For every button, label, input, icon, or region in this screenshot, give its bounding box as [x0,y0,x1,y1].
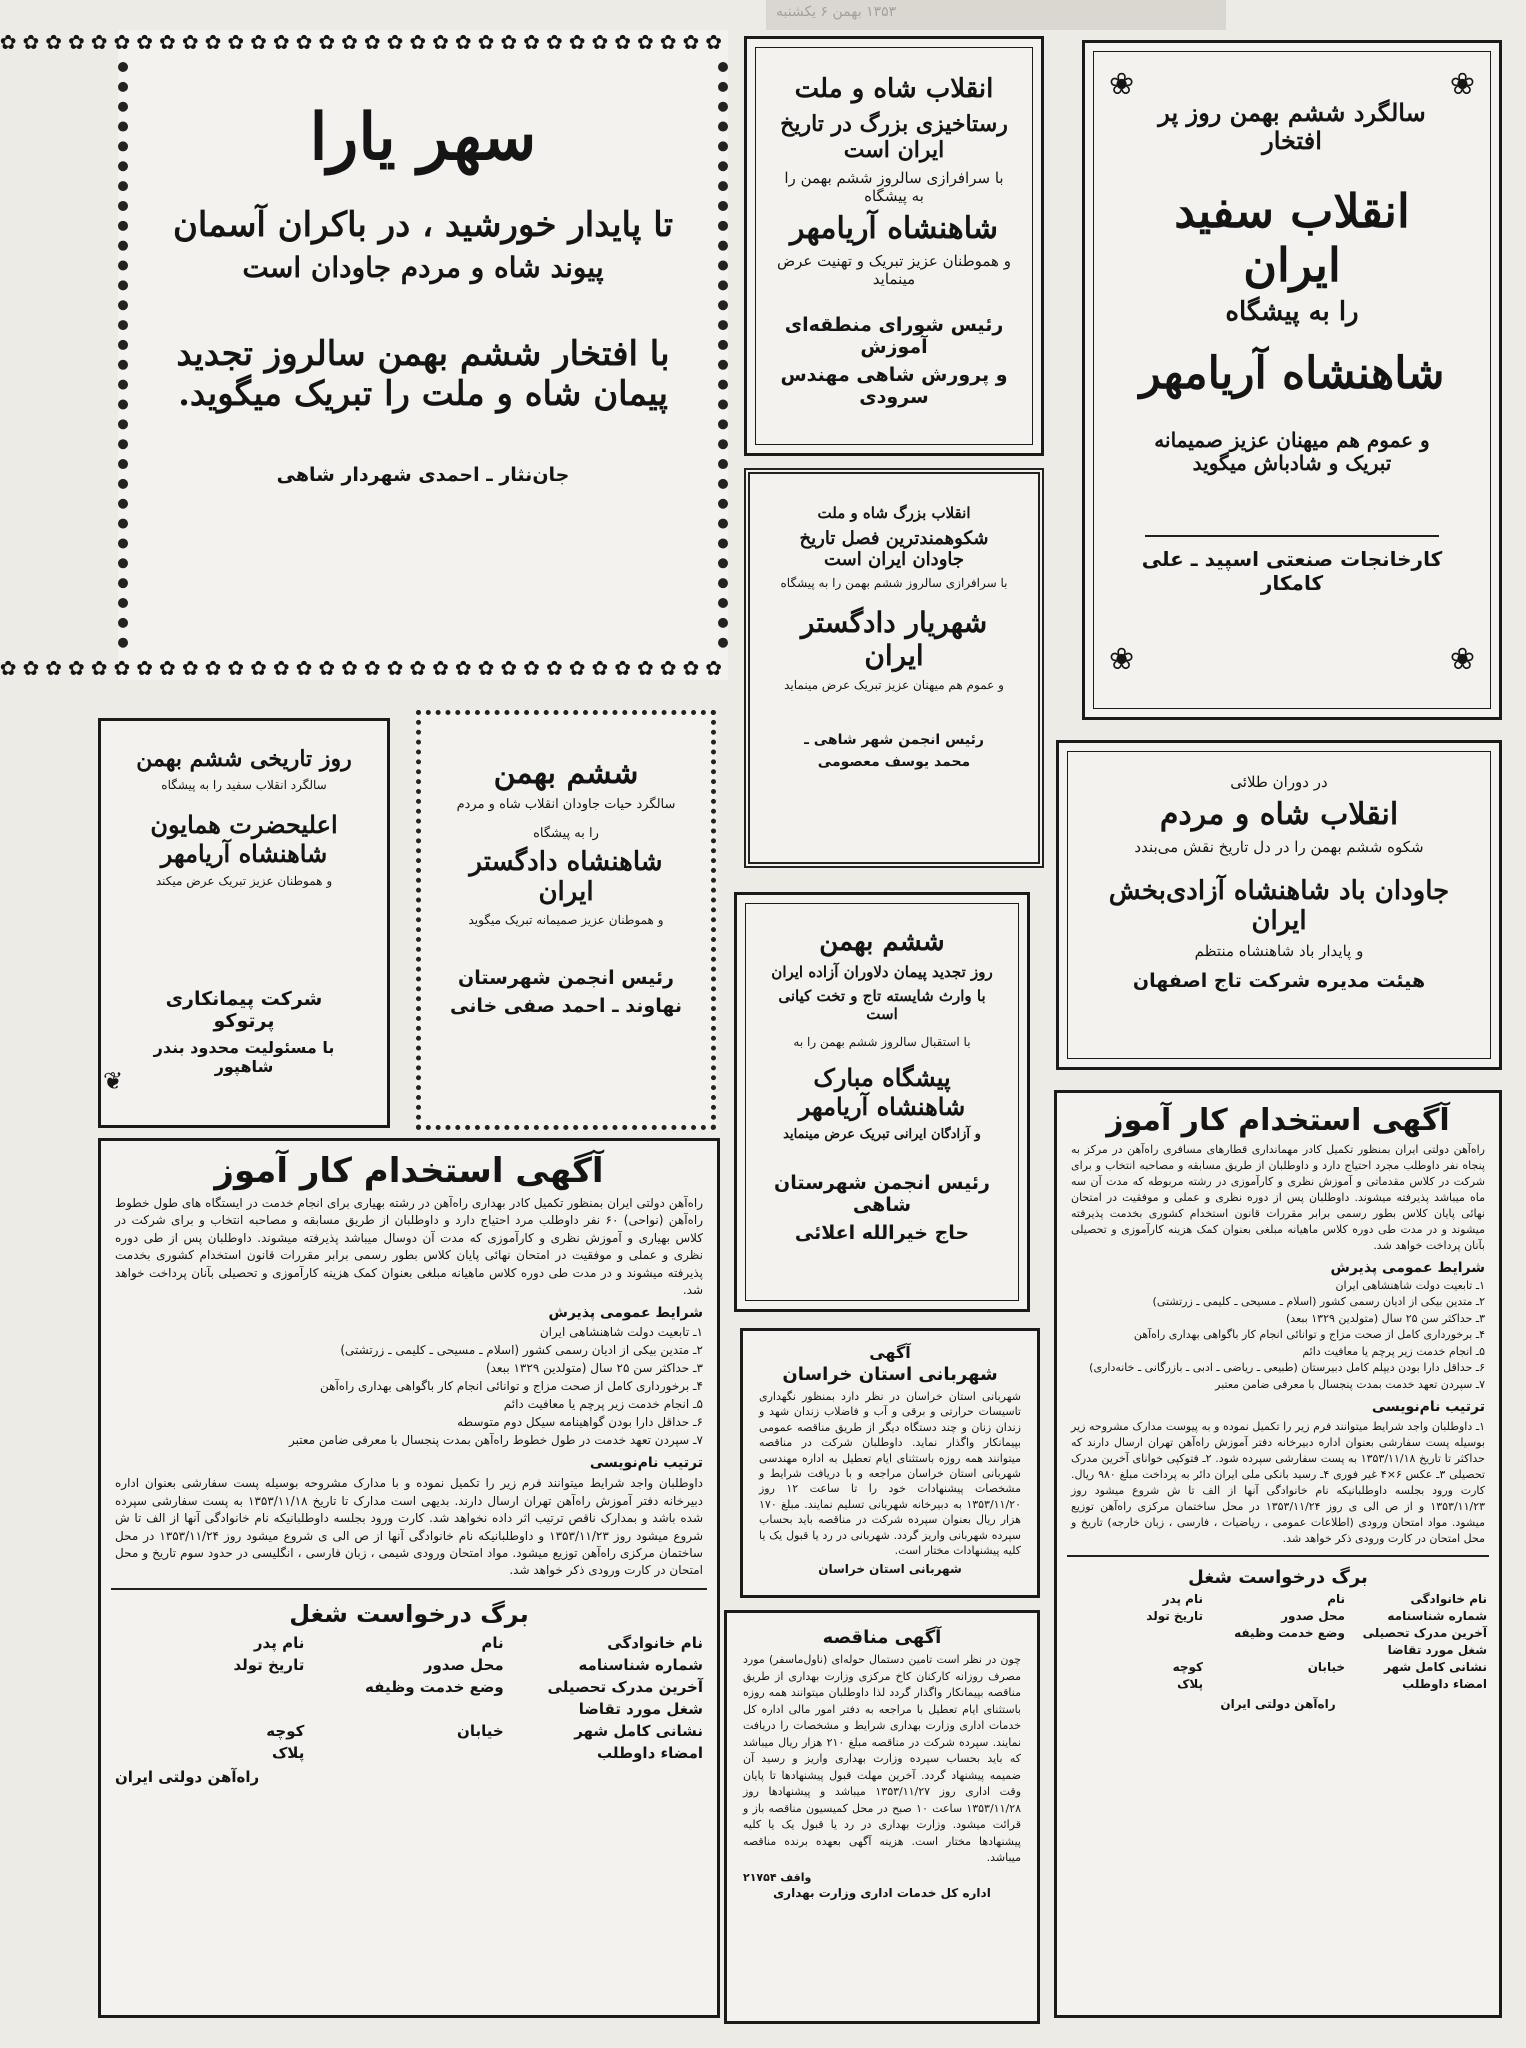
masthead-date: ۱۳۵۳ بهمن ۶ یکشنبه [776,4,897,20]
ad-nahavand [416,710,716,1130]
ad-title: شهربانی استان خراسان [782,1364,998,1385]
conditions-list [115,1323,703,1449]
divider [1145,535,1439,537]
ad-line: با سرافرازی سالروز ششم بهمن را به پیشگاه [780,576,1008,590]
registration-text: ۱ـ داوطلبان واجد شرایط میتوانند فرم زیر را تکمیل نموده و به پیوست مدارک مشروحه زیر بوسیله پست سفارشی بعنوان اداره دبیرخانه دفتر آموزش راه‌آهن تهران ارسال دارند که حداکثر تا تاریخ ۱۳۵۳/۱۱/۱۸ به پست سفارشی سپرده شود. ۲ـ فتوکپی خوانای آخرین مدرک تحصیلی ۳ـ عکس ۶×۴ غیر فوری ۴ـ رسید بانکی ملی ایران دائر به پرداخت مبلغ ۹۸۰ ریال. کارت ورود بجلسه داوطلبانیکه نام خانوادگی آنها از الف تا ش شروع میشود روز ۱۳۵۳/۱۱/۲۳ و از ص الی ی روز ۱۳۵۳/۱۱/۲۴ در محل ساختمان مرکزی راه‌آهن توزیع میشود. مواد امتحان ورودی (اطلاعات عمومی ، ریاضیات ، فارسی ، زبان خارجه) تاریخ و محل امتحان در کارت ورودی ذکر خواهد شد. [1071,1420,1486,1545]
section-heading: شرایط عمومی پذیرش [1330,1259,1485,1276]
form-field-label: نام [1327,1591,1345,1606]
ad-signature: با مسئولیت محدود بندر شاهپور [153,1038,335,1077]
job-ad-right [1054,1090,1502,2018]
form-field-label: نام خانوادگی [1410,1591,1487,1606]
application-form [1069,1592,1487,1691]
rose-icon: ❀ [1449,642,1475,677]
form-field-label: آخرین مدرک تحصیلی [1362,1625,1487,1640]
section-heading: ترتیب نام‌نویسی [589,1455,703,1472]
ad-signature: محمد یوسف معصومی [817,754,971,770]
ad-text: چون در نظر است تامین دستمال حوله‌ای (ناول‌ماسفر) مورد مصرف روزانه کارکنان کاخ مرکزی وزارت بهداری از طریق مناقصه بپیمانکار واگذار گردد لذا داوطلبان میتوانند همه روزه باستثنای ایام تعطیل با مراجعه به دفتر امور مالی اداره کل خدمات اداری وزارت بهداری شرایط و مشخصات را دریافت نمایند. سپرده شرکت در مناقصه مبلغ ۲۱۰ هزار ریال میباشد که باید بحساب سپرده وزارت بهداری واریز و رسید آن ضمیمه پیشنهاد گردد. آخرین مهلت قبول پیشنهادها تا پایان وقت اداری روز ۱۳۵۳/۱۱/۲۷ میباشد و پیشنهادها روز ۱۳۵۳/۱۱/۲۸ ساعت ۱۰ صبح در محل کمیسیون مناقصه باز و قرائت میشود. وزارت بهداری در رد یا قبول یک یا کلیه پیشنهادها مختار است. هزینه آگهی بعهده برنده مناقصه میباشد. [743,1653,1022,1864]
form-field-label [115,1700,304,1718]
ad-line: پیشگاه مبارک شاهنشاه آریامهر [798,1063,966,1121]
form-field-label: وضع خدمت وظیفه [1234,1625,1345,1640]
ad-signature: هیئت مدیره شرکت تاج اصفهان [1132,970,1426,992]
ad-white-revolution [1082,40,1502,720]
ad-khorasan [740,1328,1040,1598]
form-field-label [1211,1677,1345,1691]
form-field-label: نشانی کامل شهر [1383,1659,1487,1674]
ad-line: و هموطنان عزیز تبریک عرض میکند [155,874,333,889]
ornament-border-left [118,62,148,648]
ad-line: و آزادگان ایرانی تبریک عرض مینماید [783,1127,981,1142]
ad-line: جاودان باد شاهنشاه آزادی‌بخش ایران [1108,876,1450,936]
application-form [115,1634,703,1762]
ad-title: سهر یارا [309,100,537,175]
list-item: ۳ـ حداکثر سن ۲۵ سال (متولدین ۱۳۲۹ ببعد) [485,1361,703,1376]
form-field-label: تاریخ تولد [1146,1608,1203,1623]
form-field-label: نام پدر [253,1633,305,1652]
ad-footer: راه‌آهن دولتی ایران [115,1767,260,1786]
ornament-border-right [698,62,728,648]
form-title: برگ درخواست شغل [289,1599,529,1628]
ad-signature: حاج خیرالله اعلائی [794,1222,970,1244]
ad-line: پیوند شاه و مردم جاودان است [242,251,604,284]
ad-line: و هموطنان عزیز تبریک و تهنیت عرض مینماید [777,251,1011,288]
ad-line: شکوهمندترین فصل تاریخ جاودان ایران است [799,528,989,570]
ad-pirtoko [98,718,390,1128]
section-heading: شرایط عمومی پذیرش [548,1305,703,1322]
ad-title: ششم بهمن [493,756,639,791]
list-item: ۳ـ حداکثر سن ۲۵ سال (متولدین ۱۳۲۹ ببعد) [1286,1311,1485,1325]
rose-icon: ❀ [1109,67,1135,102]
ornament-border-top: ✿✿✿✿✿✿✿✿✿✿✿✿✿✿✿✿✿✿✿✿✿✿✿✿✿✿✿✿✿✿✿✿ [0,30,728,54]
ad-title: ششم بهمن [819,927,945,957]
ad-signature: نهاوند ـ احمد صفی خانی [449,995,683,1017]
ad-line: انقلاب بزرگ شاه و ملت [817,504,971,522]
form-field-label: امضاء داوطلب [596,1743,703,1762]
form-field-label: پلاک [1177,1676,1203,1691]
ad-signature: اداره کل خدمات اداری وزارت بهداری [773,1885,991,1900]
section-heading: ترتیب نام‌نویسی [1371,1399,1485,1416]
ad-signature: شهربانی استان خراسان [818,1562,962,1577]
ad-line: شاهنشاه آریامهر [790,210,998,246]
form-field-label: شماره شناسنامه [1387,1608,1487,1623]
form-field-label: شغل مورد تقاضا [578,1699,703,1718]
conditions-list [1071,1278,1485,1394]
ad-signature: رئیس شورای منطقه‌ای آموزش [784,313,1004,358]
form-field-label: آخرین مدرک تحصیلی [547,1677,703,1696]
ad-title: انقلاب سفید ایران [1174,184,1410,293]
ad-signature: جان‌نثار ـ احمدی شهردار شاهی [276,464,570,486]
list-item: ۶ـ حداقل دارا بودن دیپلم کامل دبیرستان (طبیعی ـ ریاضی ـ ادبی ـ بازرگانی ـ خانه‌داری) [1089,1361,1485,1375]
list-item: ۷ـ سپردن تعهد خدمت در طول خطوط راه‌آهن بمدت پنجسال با معرفی ضامن معتبر [289,1433,703,1448]
form-field-label: نام خانوادگی [607,1633,703,1652]
ad-signature: کارخانجات صنعتی اسپید ـ علی کامکار [1141,547,1443,596]
ad-title: انقلاب شاه و مردم [1159,797,1399,832]
ad-title: انقلاب شاه و ملت [794,74,994,104]
list-item: ۷ـ سپردن تعهد خدمت بمدت پنجسال با معرفی ضامن معتبر [1215,1377,1485,1391]
form-title: برگ درخواست شغل [1188,1566,1368,1588]
list-item: ۵ـ انجام خدمت زیر پرچم یا معافیت دائم [1302,1344,1485,1358]
ad-line: با سرافرازی سالروز ششم بهمن را به پیشگاه [784,168,1004,205]
ad-taj [1056,740,1502,1070]
ad-line: و عموم هم میهنان عزیز صمیمانه تبریک و شادباش میگوید [1154,428,1430,476]
ad-line: روز تاریخی ششم بهمن [136,746,352,772]
ad-line: رستاخیزی بزرگ در تاریخ ایران است [780,110,1008,163]
ad-line: شکوه ششم بهمن را در دل تاریخ نقش می‌بندد [1134,838,1424,856]
form-field-label [1069,1626,1203,1640]
job-ad-left [98,1138,720,2018]
ad-title: آگهی استخدام کار آموز [1106,1103,1450,1138]
list-item: ۶ـ حداقل دارا بودن گواهینامه سیکل دوم متوسطه [457,1415,703,1430]
ad-line: سالگرد انقلاب سفید را به پیشگاه [161,778,327,793]
ornament-border-bottom: ✿✿✿✿✿✿✿✿✿✿✿✿✿✿✿✿✿✿✿✿✿✿✿✿✿✿✿✿✿✿✿✿ [0,656,728,680]
ad-line: و پایدار باد شاهنشاه منتظم [1194,942,1364,960]
list-item: ۵ـ انجام خدمت زیر پرچم یا معافیت دائم [503,1397,703,1412]
form-field-label: شغل مورد تقاضا [1387,1642,1487,1657]
ad-intro: راه‌آهن دولتی ایران بمنظور تکمیل کادر مهمانداری قطارهای مسافری راه‌آهن در مرکز به پنجاه نفر داوطلب مجرد احتیاج دارد و داوطلبان از طریق مسابقه و مصاحبه انتخاب و برای شرکت در کلاس مقدماتی و آموزش نظری و کارآموزی در رشته مربوطه که مدت آن سه ماه میباشد پذیرفته میشوند. داوطلبان پس از دوره نظری و عملی و موفقیت در امتحان نهائی پایان کلاس بطور رسمی برابر مقررات قانون استخدام کشوری بخدمت پذیرفته میشوند و در مدت طی دوره کلاس ماهیانه مبلغی بعنوان کمک هزینه کارآموزی و تحصیلی بآنان پرداخت خواهد شد. [1071,1143,1485,1252]
ad-line: با استقبال سالروز ششم بهمن را به [793,1035,971,1049]
ad-line: در دوران طلائی [1230,773,1328,791]
ad-sahardar [0,30,728,680]
ad-title: آگهی استخدام کار آموز [214,1151,604,1191]
ad-shahi [734,892,1030,1312]
ad-line: را به پیشگاه [1225,297,1359,328]
ad-line: سالگرد ششم بهمن روز پر افتخار [1158,98,1426,155]
form-field-label: تاریخ تولد [233,1655,305,1674]
ad-line: تا پایدار خورشید ، در باکران آسمان [172,205,674,245]
ad-label: آگهی [869,1343,911,1362]
ad-intro: راه‌آهن دولتی ایران بمنظور تکمیل کادر بهداری راه‌آهن در رشته بهیاری برای انجام خدمت در ایستگاه های طول خطوط راه‌آهن (نواحی) ۶۰ نفر داوطلب مرد احتیاج دارد و داوطلبان از طریق مسابقه و مصاحبه انتخاب و برای شرکت در کلاس بهیاری و آموزش نظری و کارآموزی که مدت آن دوسال میباشد پذیرفته میشوند. داوطلبان پس از طی دوره نظری و عملی و موفقیت در امتحان نهائی پایان کلاس بطور رسمی برابر مقررات قانون استخدام کشوری بخدمت پذیرفته میشوند و در مدت طی دوره کلاس ماهیانه مبلغی بعنوان کمک هزینه کارآموزی و تحصیلی بآنان پرداخت خواهد شد. [115,1196,704,1297]
ad-line: و عموم هم میهنان عزیز تبریک عرض مینماید [784,678,1004,692]
ad-signature: شرکت پیمانکاری پرتوکو [165,988,323,1033]
form-field-label: محل صدور [1281,1608,1345,1623]
form-field-label: نشانی کامل شهر [574,1721,703,1740]
form-field-label [1069,1643,1203,1657]
ad-signature: رئیس انجمن شهر شاهی ـ [804,732,984,748]
ad-line: روز تجدید پیمان دلاوران آزاده ایران [771,963,993,981]
form-field-label: کوچه [1172,1659,1203,1674]
ad-line: شاهنشاه آریامهر [1139,348,1445,400]
ad-line: اعلیحضرت همایون شاهنشاه آریامهر [150,810,338,869]
ad-footer: راه‌آهن دولتی ایران [1220,1696,1336,1711]
list-item: ۱ـ تابعیت دولت شاهنشاهی ایران [1335,1278,1485,1292]
divider [1067,1555,1489,1557]
flower-ornament-icon: ❦ [103,1067,124,1095]
ad-line: را به پیشگاه [533,826,599,841]
form-field-label: خیابان [457,1721,504,1740]
form-field-label: خیابان [1307,1659,1345,1674]
ad-signature: رئیس انجمن شهرستان [458,967,674,989]
divider [111,1588,707,1590]
rose-icon: ❀ [1109,642,1135,677]
list-item: ۴ـ برخورداری کامل از صحت مزاج و توانائی انجام کار باگواهی بهداری راه‌آهن [1133,1328,1485,1342]
form-field-label: پلاک [271,1743,305,1762]
list-item: ۲ـ متدین بیکی از ادیان رسمی کشور (اسلام ـ مسیحی ـ کلیمی ـ زرتشتی) [340,1343,703,1358]
ad-bozorg [744,468,1044,868]
list-item: ۱ـ تابعیت دولت شاهنشاهی ایران [539,1325,703,1340]
form-field-label: نام پدر [1162,1591,1203,1606]
ad-line: با وارث شایسته تاج و تخت کیانی است [778,987,986,1023]
list-item: ۴ـ برخورداری کامل از صحت مزاج و توانائی انجام کار باگواهی بهداری راه‌آهن [320,1379,703,1394]
form-field-label: کوچه [266,1721,305,1740]
form-field-label: وضع خدمت وظیفه [365,1677,504,1696]
list-item: ۲ـ متدین بیکی از ادیان رسمی کشور (اسلام ـ مسیحی ـ کلیمی ـ زرتشتی) [1152,1295,1485,1309]
ad-monaqese [724,1610,1040,2024]
ad-code: واقف ۲۱۷۵۴ [743,1870,812,1884]
form-field-label: شماره شناسنامه [578,1655,703,1674]
ad-signature: رئیس انجمن شهرستان شاهی [774,1172,990,1216]
ad-text: شهربانی استان خراسان در نظر دارد بمنظور نگهداری تاسیسات حرارتی و برقی و آب و فاضلاب زندان شهد و زندان زنان و چند دستگاه دیگر از طریق مناقصه عمومی بپیمانکار واگذار نماید. داوطلبان شرکت در مناقصه میتوانند همه روزه باستثنای ایام تعطیل به اداره مهندسی شهربانی استان خراسان مراجعه و با دریافت شرایط و مشخصات پیشنهادات خود را تا ساعت ۱۲ روز ۱۳۵۳/۱۱/۲۰ به دبیرخانه شهربانی تسلیم نمایند. مبلغ ۱۷۰ هزار ریال بعنوان سپرده شرکت در مناقصه باید بحساب سپرده شهربانی واریز گردد. شهربانی در رد یا قبول یک یا کلیه پیشنهادات مختار است. [759,1390,1021,1557]
ad-title: آگهی مناقصه [822,1627,942,1648]
ad-shahomellat [744,36,1044,456]
form-field-label: امضاء داوطلب [1402,1676,1487,1691]
registration-text: داوطلبان واجد شرایط میتوانند فرم زیر را تکمیل نموده و با مدارک مشروحه بوسیله پست سفارشی بعنوان اداره دبیرخانه دفتر آموزش راه‌آهن تهران ارسال دارند. بدیهی است مدارک تا تاریخ ۱۳۵۳/۱۱/۱۸ به پست سفارشی سپرده شده باشد و بمدارک ناقص ترتیب اثر داده نخواهد شد. کارت ورود بجلسه داوطلبانیکه نام خانوادگی آنها از الف تا ش شروع میشود روز ۱۳۵۳/۱۱/۲۳ و داوطلبانیکه نام خانوادگی آنها از ص الی ی شروع میشود روز ۱۳۵۳/۱۱/۲۴ در محل ساختمان مرکزی راه‌آهن توزیع میشود. مواد امتحان ورودی شیمی ، زبان فارسی ، انگلیسی در حدود سوم تاریخ و محل امتحان در کارت ورودی ذکر خواهد شد. [115,1476,704,1578]
form-field-label: محل صدور [423,1655,504,1674]
form-field-label [1211,1643,1345,1657]
ad-line: شهریار دادگستر ایران [800,606,988,672]
ad-line: و هموطنان عزیز صمیمانه تبریک میگوید [468,913,664,927]
ad-line: با افتخار ششم بهمن سالروز تجدید پیمان شاه و ملت را تبریک میگوید. [176,334,670,414]
form-field-label [314,1744,503,1762]
form-field-label: نام [481,1633,504,1652]
form-field-label [314,1700,503,1718]
ad-signature: و پرورش شاهی مهندس سرودی [780,363,1008,408]
ad-line: سالگرد حیات جاودان انقلاب شاه و مردم [456,797,676,812]
form-field-label [115,1678,304,1696]
rose-icon: ❀ [1449,67,1475,102]
ad-line: شاهنشاه دادگستر ایران [469,847,663,907]
